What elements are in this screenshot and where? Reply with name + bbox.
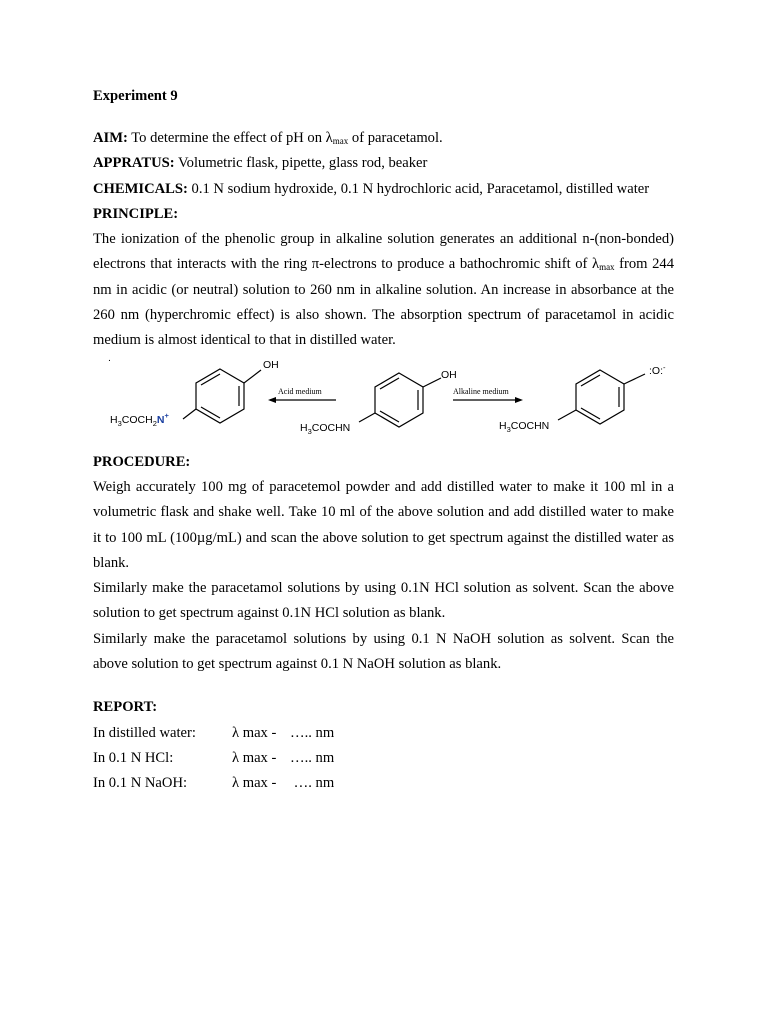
center-n-bond — [359, 413, 375, 422]
acid-arrow — [268, 397, 336, 403]
alkaline-medium-label: Alkaline medium — [453, 386, 509, 396]
left-sub-plus: + — [164, 410, 169, 420]
aim-label: AIM: — [93, 130, 128, 146]
report-row — [93, 746, 674, 771]
left-sub-3: 3 — [117, 418, 122, 428]
procedure-paragraph-3: Similarly make the paracetamol solutions by using 0.1 N NaOH solution as solvent. Scan the above solution to get spectrum against 0.1 N NaOH solution as blank. — [93, 630, 674, 673]
left-n-bond — [183, 409, 196, 419]
right-n-bond — [558, 410, 576, 420]
left-molecule — [183, 369, 261, 423]
report-row — [93, 771, 674, 796]
center-oh-label: OH — [441, 368, 457, 381]
experiment-heading: Experiment 9 — [93, 88, 178, 104]
left-sub-n: N — [156, 413, 165, 426]
chemicals-line — [93, 177, 653, 202]
principle-text — [93, 227, 674, 353]
reaction-diagram — [93, 356, 674, 450]
report-medium: In 0.1 N NaOH: — [93, 775, 188, 792]
right-sub-3: 3 — [506, 424, 511, 434]
right-sub-h: H — [499, 419, 507, 432]
principle-subscript: max — [599, 262, 615, 273]
report-value: …. nm — [290, 775, 335, 792]
aim-text-before: To determine the effect of pH on λ — [127, 130, 333, 146]
left-double-bond-3 — [201, 407, 220, 418]
principle-part2: from 244 nm in acidic (or neutral) solution to 260 nm in alkaline solution. An increase in absorbance at the 260 nm (hyperchromic effect) is also shown. The absorption spectrum of paracetamol in acidic medium is almost identical to that in distilled water. — [93, 256, 674, 349]
report-value: ….. nm — [290, 749, 335, 766]
left-double-bond-1 — [201, 374, 220, 385]
aim-subscript: max — [332, 136, 349, 146]
procedure-paragraph-1: Weigh accurately 100 mg of paracetemol powder and add distilled water to make it 100 ml in a volumetric flask and shake well. Take 10 ml of the above solution and add distilled water to make it to 100 mL (100µg/mL) and scan the above solution to get spectrum against the distilled water as blank. — [93, 478, 674, 571]
left-benzene-ring — [196, 369, 244, 423]
procedure-label: PROCEDURE: — [93, 453, 191, 470]
procedure-paragraph-2: Similarly make the paracetamol solutions by using 0.1N HCl solution as solvent. Scan the above solution to get spectrum against 0.1N HCl solution as blank. — [93, 580, 674, 622]
scheme-dot: . — [108, 355, 111, 364]
right-substituent — [499, 420, 549, 434]
center-double-bond-1 — [380, 378, 399, 389]
report-lambda: λ max - — [232, 724, 277, 741]
acid-medium-label: Acid medium — [278, 386, 322, 396]
center-double-bond-3 — [380, 411, 399, 422]
aim-line — [93, 126, 674, 151]
report-value: ….. nm — [290, 724, 335, 741]
center-molecule — [359, 373, 441, 427]
right-sub-rest: COCHN — [510, 419, 550, 432]
report-label: REPORT: — [93, 699, 158, 716]
right-o-bond — [624, 374, 645, 384]
left-oh-label: OH — [263, 358, 279, 371]
aim-text-after: of paracetamol. — [348, 130, 443, 146]
right-o-label — [649, 363, 666, 377]
right-molecule — [558, 370, 645, 424]
left-sub-2: 2 — [152, 418, 157, 428]
center-sub-h: H — [300, 421, 308, 434]
right-o-charge: - — [663, 362, 666, 372]
center-sub-rest: COCHN — [311, 421, 351, 434]
apparatus-line — [93, 151, 674, 176]
apparatus-text: Volumetric flask, pipette, glass rod, beaker — [174, 155, 428, 172]
left-oh-bond — [244, 370, 261, 383]
center-oh-bond — [423, 378, 441, 387]
left-sub-coch: COCH — [121, 413, 153, 426]
apparatus-label: APPRATUS: — [93, 155, 175, 172]
chemicals-text: 0.1 N sodium hydroxide, 0.1 N hydrochloric acid, Paracetamol, distilled water — [187, 180, 650, 197]
ionization-scheme — [93, 356, 674, 450]
center-substituent — [300, 422, 350, 436]
center-benzene-ring — [375, 373, 423, 427]
principle-part1: The ionization of the phenolic group in alkaline solution generates an additional n-(non-bonded) electrons that interacts with the ring π-electrons to produce a bathochromic shift of λ — [93, 231, 674, 273]
right-double-bond-1 — [581, 375, 600, 386]
center-sub-3: 3 — [307, 426, 312, 436]
report-lambda: λ max - — [232, 775, 277, 792]
document-body — [93, 86, 674, 797]
right-double-bond-3 — [581, 408, 600, 419]
right-benzene-ring — [576, 370, 624, 424]
left-sub-h: H — [110, 413, 118, 426]
report-row — [93, 721, 674, 746]
right-o-text: :O: — [649, 364, 664, 377]
left-substituent — [110, 411, 169, 428]
principle-label: PRINCIPLE: — [93, 205, 179, 222]
report-medium: In distilled water: — [93, 724, 196, 741]
chemicals-label: CHEMICALS: — [93, 180, 188, 197]
report-medium: In 0.1 N HCl: — [93, 749, 174, 766]
report-lambda: λ max - — [232, 749, 277, 766]
alkaline-arrow — [453, 397, 523, 403]
